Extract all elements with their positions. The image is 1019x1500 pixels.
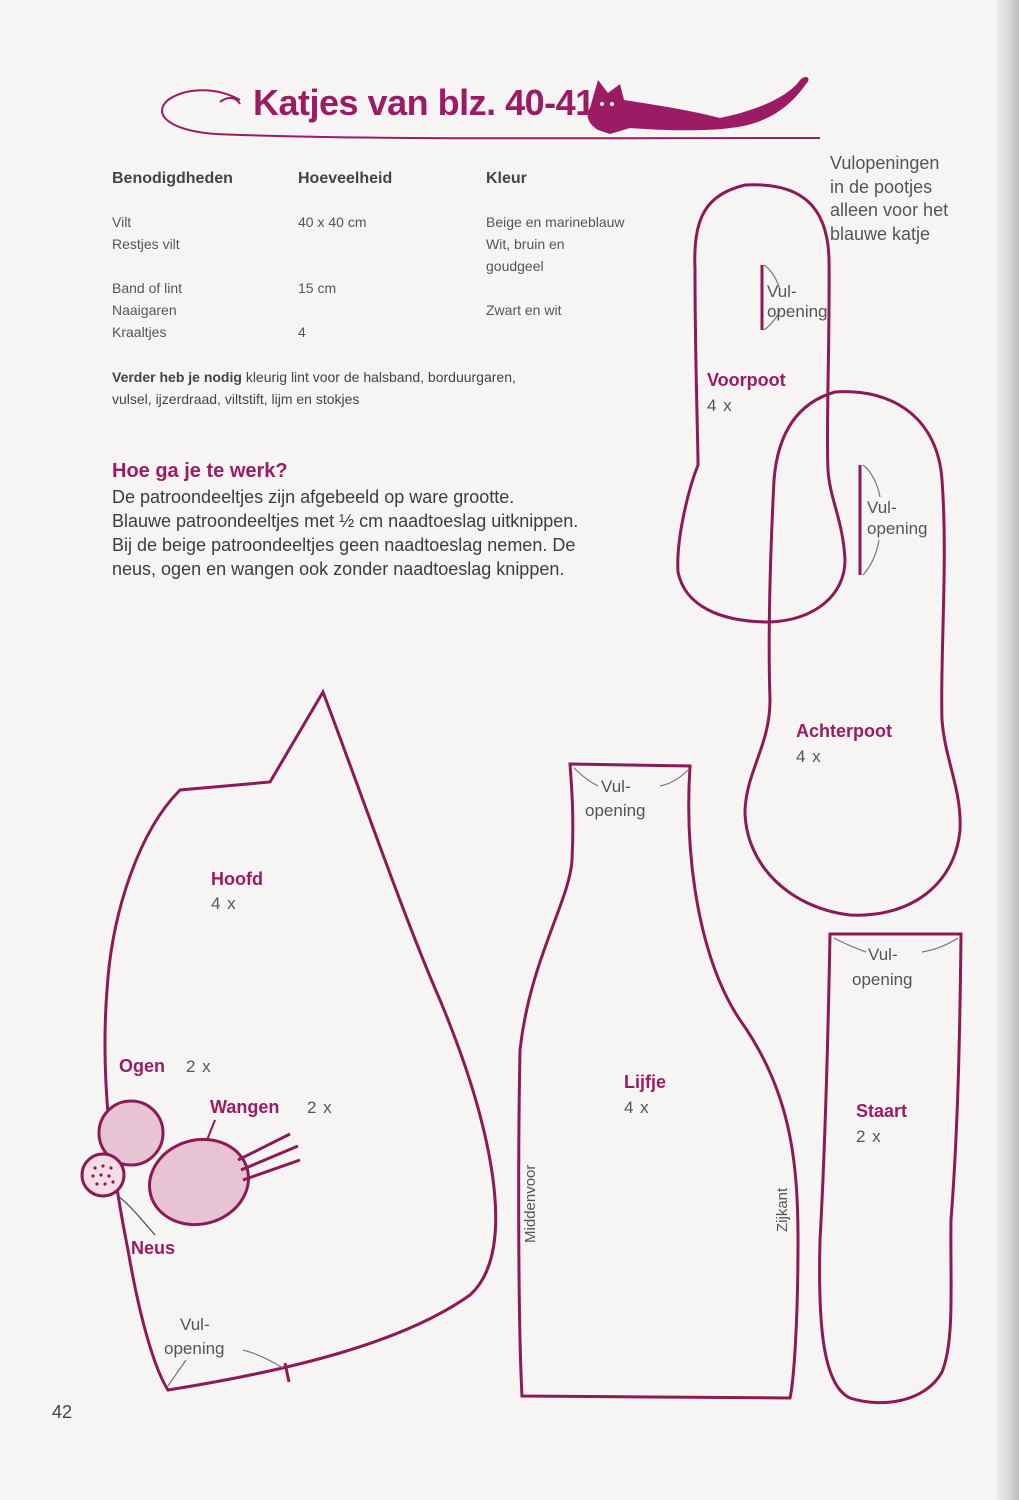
color-restjes-vilt-2: goudgeel	[486, 258, 544, 274]
zijkant-label: Zijkant	[774, 1187, 791, 1232]
voorpoot-label: Voorpoot	[707, 370, 786, 390]
achterpoot-opening-1: Vul-	[867, 498, 897, 517]
middenvoor-label: Middenvoor	[522, 1164, 539, 1243]
note-line-1: Vulopeningen	[830, 153, 940, 173]
wangen-count: 2 x	[307, 1098, 333, 1117]
lijfje-opening-1: Vul-	[601, 777, 631, 796]
extra-line-1	[112, 367, 516, 388]
color-naaigaren: Zwart en wit	[486, 302, 562, 318]
color-restjes-vilt: Wit, bruin en	[486, 236, 565, 252]
achterpoot-opening-2: opening	[867, 519, 928, 538]
extra-line-2: vulsel, ijzerdraad, viltstift, lijm en stokjes	[112, 391, 360, 407]
voorpoot-outline	[678, 185, 845, 622]
wangen-label: Wangen	[210, 1097, 280, 1117]
header-kleur: Kleur	[486, 170, 527, 187]
hoofd-count: 4 x	[211, 894, 237, 913]
amount-kraaltjes: 4	[298, 324, 306, 340]
achterpoot-outline	[745, 392, 960, 916]
item-restjes-vilt: Restjes vilt	[112, 236, 180, 252]
lijfje-count: 4 x	[624, 1098, 650, 1117]
item-vilt: Vilt	[112, 214, 132, 230]
ogen-label: Ogen	[119, 1056, 166, 1076]
howto-line-3: Bij de beige patroondeeltjes geen naadtoeslag nemen. De	[112, 535, 576, 555]
staart-count: 2 x	[856, 1127, 882, 1146]
neus-label: Neus	[131, 1238, 176, 1258]
header-benodigdheden: Benodigdheden	[112, 170, 233, 187]
extra-lead: Verder heb je nodig	[112, 369, 242, 385]
wangen-pointer	[207, 1120, 215, 1140]
howto-line-2: Blauwe patroondeeltjes met ½ cm naadtoeslag uitknippen.	[112, 511, 579, 531]
hoofd-outline	[105, 692, 496, 1390]
hoofd-opening-1: Vul-	[180, 1315, 210, 1334]
voorpoot-count: 4 x	[707, 396, 733, 415]
achterpoot-label: Achterpoot	[796, 721, 892, 741]
page-title: Katjes van blz. 40-41	[253, 82, 595, 123]
note-line-3: alleen voor het	[830, 200, 949, 220]
item-kraaltjes: Kraaltjes	[112, 324, 167, 340]
howto-line-4: neus, ogen en wangen ook zonder naadtoeslag knippen.	[112, 559, 565, 579]
howto-heading: Hoe ga je te werk?	[112, 460, 288, 482]
face-parts	[82, 1101, 300, 1236]
note-line-4: blauwe katje	[830, 224, 931, 244]
hoofd-label: Hoofd	[211, 869, 263, 889]
extra-text-1: kleurig lint voor de halsband, borduurgaren,	[245, 369, 516, 385]
cat-icon	[588, 77, 809, 134]
amount-band: 15 cm	[298, 280, 337, 296]
voorpoot-opening-1: Vul-	[767, 282, 797, 301]
item-naaigaren: Naaigaren	[112, 302, 177, 318]
color-vilt: Beige en marineblauw	[486, 214, 625, 230]
staart-outline	[820, 934, 961, 1403]
lijfje-opening-2: opening	[585, 801, 646, 820]
amount-vilt: 40 x 40 cm	[298, 214, 367, 230]
note-line-2: in de pootjes	[830, 177, 933, 197]
lijfje-label: Lijfje	[624, 1072, 667, 1092]
achterpoot-count: 4 x	[796, 747, 822, 766]
opening-brackets	[168, 265, 958, 1386]
staart-opening-1: Vul-	[868, 945, 898, 964]
neus-shape	[82, 1154, 124, 1196]
howto-line-1: De patroondeeltjes zijn afgebeeld op ware grootte.	[112, 487, 515, 507]
header-hoeveelheid: Hoeveelheid	[298, 170, 393, 187]
staart-opening-2: opening	[852, 970, 913, 989]
ogen-count: 2 x	[186, 1057, 212, 1076]
item-band: Band of lint	[112, 280, 183, 296]
hoofd-opening-2: opening	[164, 1339, 225, 1358]
page-number: 42	[52, 1402, 73, 1422]
staart-label: Staart	[856, 1101, 908, 1121]
voorpoot-opening-2: opening	[767, 302, 828, 321]
